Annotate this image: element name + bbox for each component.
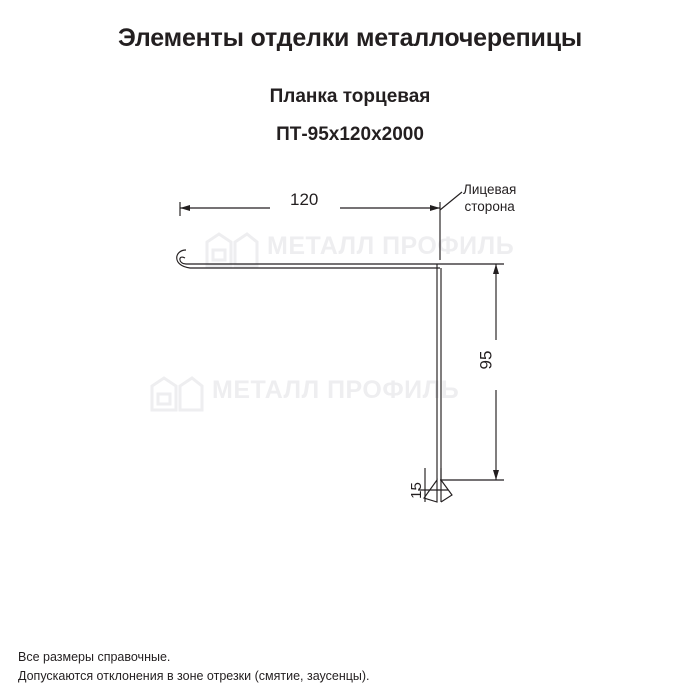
page-title: Элементы отделки металлочерепицы [117, 24, 583, 52]
drawing-svg [0, 150, 700, 570]
dimension-label-120: 120 [290, 190, 319, 209]
profile-top-edge [180, 257, 440, 264]
face-side-label [463, 182, 516, 216]
profile-top-edge-inner [177, 250, 440, 268]
arrow-right-top [493, 264, 499, 274]
profile-bottom-return-outer [441, 480, 452, 502]
product-code: ПТ-95x120x2000 [276, 124, 424, 145]
arrow-top-right [430, 205, 440, 211]
footnote-line-2: Допускаются отклонения в зоне отрезки (смятие, заусенцы). [18, 669, 370, 683]
footnote-line-1: Все размеры справочные. [18, 650, 171, 664]
arrow-top-left [180, 205, 190, 211]
technical-drawing [0, 150, 700, 570]
profile-bottom-return [424, 480, 437, 502]
watermark-text: МЕТАЛЛ ПРОФИЛЬ [267, 232, 515, 261]
dimension-label-95: 95 [476, 350, 496, 370]
face-side-label-line1: Лицевая [463, 182, 517, 197]
leader-line-face [440, 192, 462, 210]
product-name: Планка торцевая [269, 86, 431, 107]
face-side-label-line2: сторона [464, 198, 515, 214]
arrow-right-bottom [493, 470, 499, 480]
dimension-label-15: 15 [407, 482, 425, 499]
watermark-text: МЕТАЛЛ ПРОФИЛЬ [212, 376, 460, 405]
